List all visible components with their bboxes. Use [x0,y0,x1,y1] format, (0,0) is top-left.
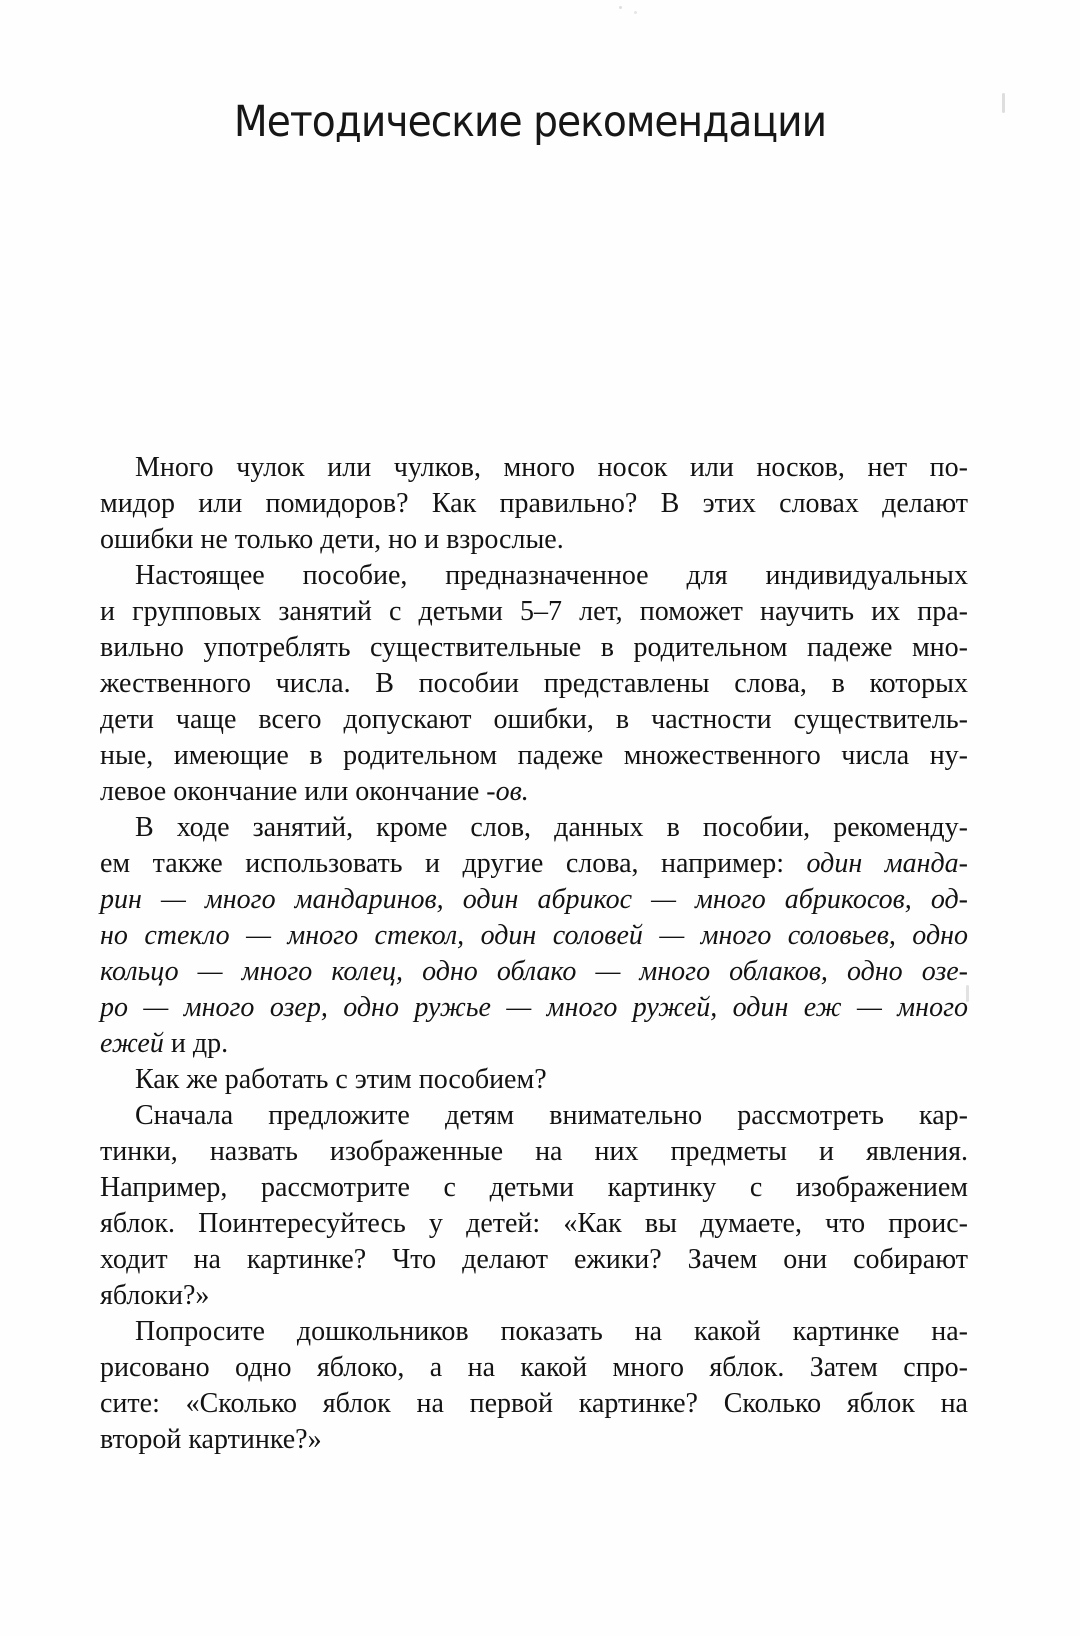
text-segment: ошибки не только дети, но и взрослые. [100,524,564,555]
text-segment: ходит на картинке? Что делают ежики? Зачем они собирают [100,1244,968,1275]
text-segment: ем также использовать и другие слова, например: [100,848,807,879]
text-segment: Много чулок или чулков, много носок или носков, нет по- [135,452,968,483]
text-line [100,1206,968,1242]
italic-text-segment: один манда- [806,848,969,879]
text-segment: жественного числа. В пособии представлены слова, в которых [100,668,968,699]
paragraph [100,558,968,810]
text-segment: и групповых занятий с детьми 5–7 лет, поможет научить их пра- [100,596,968,627]
text-line [100,738,968,774]
page-title: Методические рекомендации [233,98,827,147]
text-segment: Например, рассмотрите с детьми картинку с изображением [100,1172,968,1203]
text-line [100,666,968,702]
text-line [100,1170,968,1206]
text-line [100,702,968,738]
text-segment: рисовано одно яблоко, а на какой много яблок. Затем спро- [100,1352,968,1383]
text-line [100,1062,968,1098]
text-line [100,774,968,810]
text-segment: тинки, назвать изображенные на них предметы и явления. [100,1136,968,1167]
italic-text-segment: кольцо — много колец, одно облако — много облаков, одно озе- [100,956,968,987]
text-line [100,1350,968,1386]
italic-text-segment: -ов. [486,776,529,807]
paragraph [100,1314,968,1458]
text-segment: Попросите дошкольников показать на какой картинке на- [135,1316,968,1347]
italic-text-segment: ежей [100,1028,164,1059]
text-segment: дети чаще всего допускают ошибки, в частности существитель- [100,704,968,735]
text-line [100,450,968,486]
scan-artifact [634,11,637,14]
paragraph [100,450,968,558]
text-segment: Настоящее пособие, предназначенное для индивидуальных [135,560,968,591]
text-line [100,810,968,846]
text-line [100,594,968,630]
paragraph [100,1062,968,1098]
text-line [100,1422,968,1458]
text-line [100,1098,968,1134]
text-line [100,954,968,990]
text-segment: Как же работать с этим пособием? [135,1064,547,1095]
text-line [100,1026,968,1062]
text-line [100,990,968,1026]
text-segment: вильно употреблять существительные в родительном падеже мно- [100,632,968,663]
text-line [100,918,968,954]
italic-text-segment: но стекло — много стекол, один соловей — много соловьев, одно [100,920,968,951]
italic-text-segment: рин — много мандаринов, один абрикос — много абрикосов, од- [100,884,968,915]
text-line [100,1278,968,1314]
text-line [100,846,968,882]
text-segment: Сначала предложите детям внимательно рассмотреть кар- [135,1100,968,1131]
text-line [100,1134,968,1170]
text-segment: левое окончание или окончание [100,776,487,807]
text-segment: В ходе занятий, кроме слов, данных в пособии, рекоменду- [135,812,968,843]
scan-artifact [619,6,622,9]
paragraph [100,1098,968,1314]
text-line [100,630,968,666]
text-line [100,1242,968,1278]
text-segment: сите: «Сколько яблок на первой картинке? Сколько яблок на [100,1388,968,1419]
text-segment: мидор или помидоров? Как правильно? В этих словах делают [100,488,968,519]
text-line [100,1314,968,1350]
text-line [100,882,968,918]
text-segment: второй картинке?» [100,1424,322,1455]
text-segment: и др. [163,1028,229,1059]
text-segment: яблоки?» [100,1280,210,1311]
text-line [100,558,968,594]
body-text [100,450,968,1458]
italic-text-segment: ро — много озер, одно ружье — много ружей, один еж — много [100,992,968,1023]
text-line [100,522,968,558]
text-segment: яблок. Поинтересуйтесь у детей: «Как вы думаете, что проис- [100,1208,968,1239]
text-line [100,486,968,522]
paragraph [100,810,968,1062]
text-segment: ные, имеющие в родительном падеже множественного числа ну- [100,740,968,771]
text-line [100,1386,968,1422]
